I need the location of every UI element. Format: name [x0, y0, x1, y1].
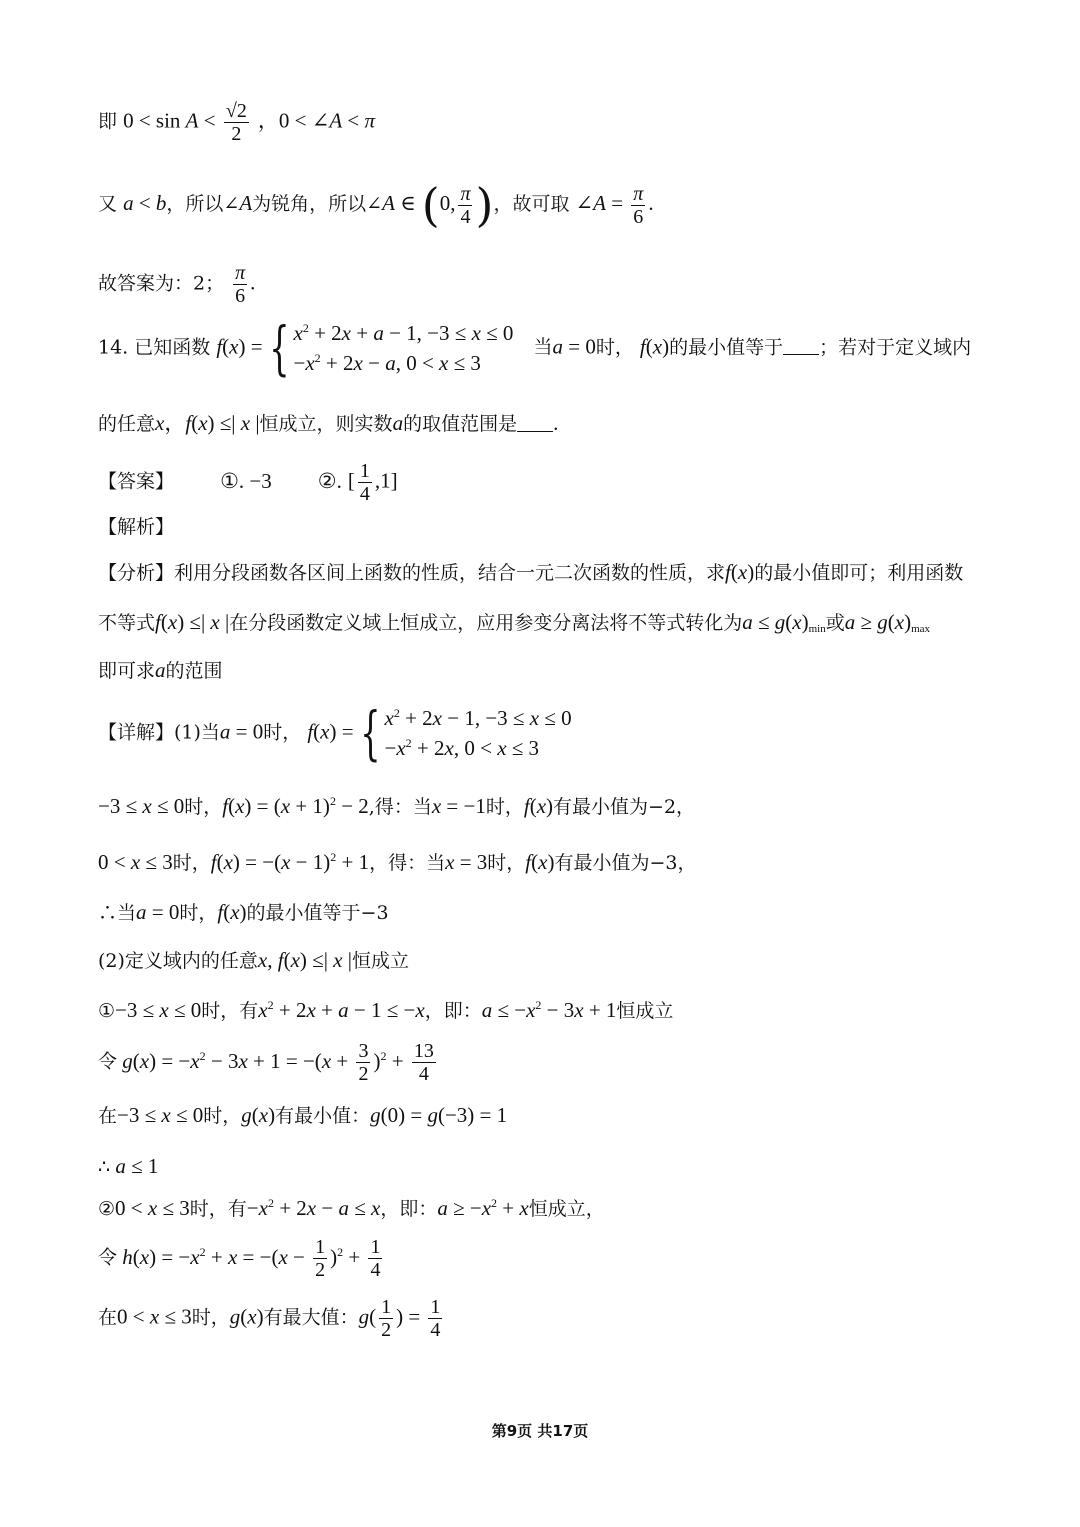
text: ,得：当 [368, 796, 432, 818]
text: 恒成立，则实数 [259, 413, 393, 435]
text: 时， [184, 796, 223, 818]
text: 的任意 [98, 413, 156, 435]
text: 有最大值： [263, 1306, 359, 1329]
answer-1: ①. −3 [220, 468, 272, 493]
case2-line: ②0 < x ≤ 3时，有$-x^2 + 2x - a \le x$，即：$a \ge -x^2 + x$恒成立， [98, 1196, 605, 1220]
detail-line3: 0 < x ≤ 3时，$f(x) = -(x - 1)^2 + 1$，得：当x = 3时，f(x)有最小值为−3， [98, 850, 697, 874]
text: 的最小值等于 [669, 336, 784, 359]
text: ∴当 [98, 902, 137, 924]
fenxi-line1: 【分析】利用分段函数各区间上函数的性质，结合一元二次函数的性质，求f(x)的最小值即可；利用函数 [98, 560, 964, 584]
text: 时，有 [201, 1000, 259, 1022]
text: 【分析】利用分段函数各区间上函数的性质，结合一元二次函数的性质，求 [98, 562, 726, 584]
question-14-line2: 的任意x，f(x) ≤| x |恒成立，则实数a的取值范围是 . [98, 411, 559, 435]
text: 时， [263, 721, 302, 744]
text: 令 [98, 1246, 118, 1269]
text: ；若对于定义域内 [819, 336, 972, 359]
g-min-line: 在−3 ≤ x ≤ 0时，g(x)有最小值：g(0) = g(−3) = 1 [98, 1103, 508, 1127]
text: 已知函数 [134, 336, 211, 359]
text: 又 [98, 193, 118, 215]
text: 的最小值等于−3 [246, 902, 389, 924]
text: ∴ [98, 1156, 111, 1178]
text: (2)定义域内的任意 [98, 950, 258, 972]
text: 的取值范围是 [403, 413, 518, 435]
h-def-line: 令 $h(x) = -x^2 + x = -(x$ − $\frac{1}{2}$ )$^2$ + $\frac{1}{4}$ [98, 1236, 381, 1281]
line-answer-summary: 故答案为：2； $\frac{\pi}{6}$ . [98, 262, 256, 307]
text: 即可求 [98, 660, 156, 682]
text: 令 [98, 1050, 118, 1073]
answer-label: 【答案】 [98, 470, 175, 493]
text: 在 [98, 1306, 118, 1329]
text: ，即： [380, 1198, 438, 1220]
text: 恒成立 [351, 950, 409, 972]
detail-line2: −3 ≤ x ≤ 0时，$f(x) = (x + 1)^2 - 2$,得：当x = −1时，f(x)有最小值为−2， [98, 794, 696, 818]
text: 时， [203, 1105, 242, 1127]
text: ，故可取 [493, 193, 570, 215]
text: 有最小值为−2， [553, 796, 696, 818]
g-def-line: 令 $g(x) = -x^2 - 3x + 1 = -(x$ + $\frac{3}{2}$ )$^2$ + $\frac{13}{4}$ [98, 1040, 434, 1085]
page-footer: 第9页 共17页 [491, 1422, 589, 1440]
text: ，得：当 [369, 852, 446, 874]
text: 的范围 [165, 660, 223, 682]
text: 时， [191, 1306, 230, 1329]
text: ① [98, 1000, 116, 1022]
text: 【解析】 [98, 516, 175, 538]
line-sinA: 即 0 < sin A < $\frac{√2}{2}$ ，0 < ∠A < π [98, 100, 376, 145]
answer-2-label: ②. [317, 468, 342, 493]
text: 故答案为：2； [98, 272, 225, 295]
question-14: 14. 已知函数 f(x) = { $x^2 + 2x + a - 1$, −3 ≤ x ≤ 0 $-x^2 + 2x - a$, 0 < x ≤ 3 当a = 0时， f(x)的最小值等于 ；若对于定义域内 [98, 314, 972, 383]
text: 有最小值： [275, 1105, 371, 1127]
text: 时， [179, 902, 218, 924]
text: 时， [172, 852, 211, 874]
text: 或 [825, 612, 845, 634]
text: ，即： [424, 1000, 482, 1022]
text: ，所以∠ [166, 193, 240, 215]
fenxi-line2: 不等式f(x) ≤| x |在分段函数定义域上恒成立，应用参变分离法将不等式转化为$a \le g(x)_{min}$或$a \ge g(x)_{max}$ [98, 610, 931, 635]
text: 时，有 [189, 1198, 247, 1220]
text: 为锐角，所以∠ [252, 193, 383, 215]
case1-line: ①−3 ≤ x ≤ 0时，有$x^2 + 2x + a - 1 \le -x$，即：$a \le -x^2 - 3x + 1$恒成立 [98, 998, 674, 1022]
fenxi-line3: 即可求a的范围 [98, 658, 223, 682]
detail-line1: 【详解】(1)当a = 0时， f(x) = { $x^2 + 2x - 1$, −3 ≤ x ≤ 0 $-x^2 + 2x$, 0 < x ≤ 3 [98, 699, 572, 768]
text: 即 [98, 110, 118, 133]
text: 在分段函数定义域上恒成立，应用参变分离法将不等式转化为 [229, 612, 743, 634]
text: 恒成立， [528, 1198, 605, 1220]
text: 时， [485, 796, 524, 818]
analysis-label [98, 518, 174, 537]
fraction-sqrt2-over-2: $\frac{√2}{2}$ [225, 100, 247, 145]
detail-line4: ∴当a = 0时，f(x)的最小值等于−3 [98, 900, 389, 924]
answer-blank-2 [517, 412, 553, 432]
g-max-line: 在0 < x ≤ 3时，g(x)有最大值：g( $\frac{1}{2}$ ) = $\frac{1}{4}$ [98, 1296, 441, 1341]
text: 【详解】(1)当 [98, 721, 220, 744]
part2-line: (2)定义域内的任意x, f(x) ≤| x |恒成立 [98, 948, 409, 972]
therefore-a-le-1: ∴ a ≤ 1 [98, 1154, 159, 1178]
text: 当 [533, 336, 553, 359]
text: 时， [595, 336, 634, 359]
text: 有最小值为−3， [554, 852, 697, 874]
line-acute-angle: 又 a < b，所以∠A为锐角，所以∠A ∈ (0, $\frac{\pi}{4}$ )，故可取 ∠A = $\frac{\pi}{6}$ . [98, 178, 654, 232]
text: 恒成立 [616, 1000, 674, 1022]
text: 时， [487, 852, 526, 874]
text: 不等式 [98, 612, 156, 634]
answer-line: 【答案】 ①. −3 ②. [ $\frac{1}{4}$ ,1] [98, 460, 398, 505]
answer-blank-1 [783, 335, 819, 355]
text: 在 [98, 1105, 118, 1127]
text: 的最小值即可；利用函数 [754, 562, 964, 584]
question-number: 14. [98, 336, 129, 359]
text: ② [98, 1198, 116, 1220]
